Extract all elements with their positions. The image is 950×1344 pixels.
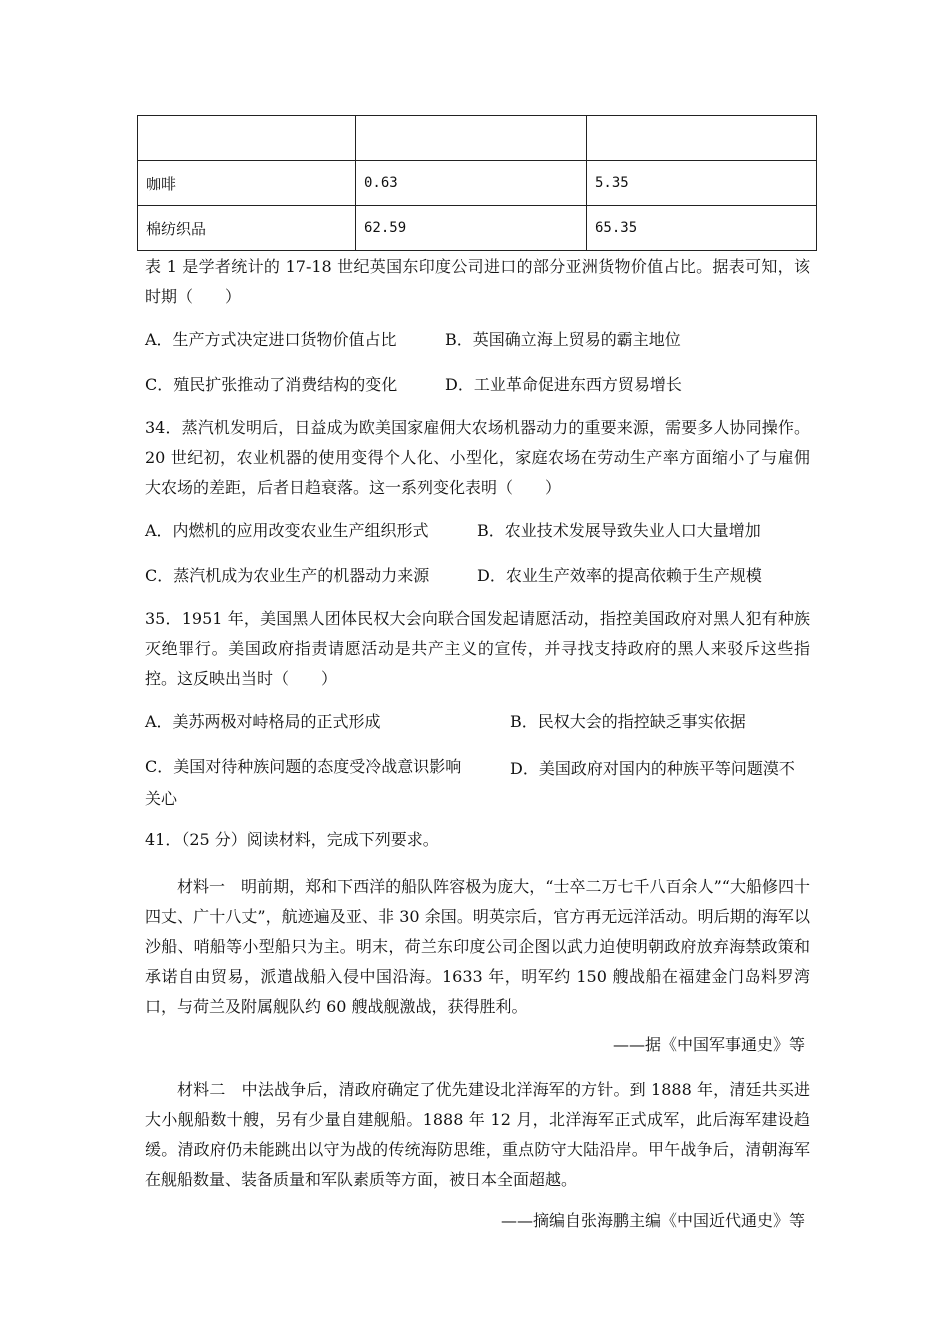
q41-title: 41．（25 分）阅读材料，完成下列要求。 — [145, 830, 439, 849]
q41-source-2: ——摘编自张海鹏主编《中国近代通史》等 — [500, 1211, 805, 1230]
q34-option-d: D．农业生产效率的提高依赖于生产规模 — [477, 566, 762, 585]
import-value-table — [137, 115, 817, 251]
table-row — [138, 161, 817, 206]
table-cell: 0.63 — [356, 161, 587, 206]
q41-material-1: 材料一 明前期，郑和下西洋的船队阵容极为庞大，“士卒二万七千八百余人”“大船修四十四丈、广十八丈”，航迹遍及亚、非 30 余国。明英宗后，官方再无远洋活动。明后期的海军以沙船、哨船等小型船只为主。明末，荷兰东印度公司企图以武力迫使明朝政府放弃海禁政策和承诺自由贸易，派遣战船入侵中国沿海。1633 年，明军约 150 艘战船在福建金门岛料罗湾口，与荷兰及附属舰队约 60 艘战舰激战，获得胜利。 — [145, 877, 810, 1016]
q35-option-c: C．美国对待种族问题的态度受冷战意识影响 — [145, 757, 462, 776]
table-cell: 65.35 — [587, 206, 817, 251]
q41-source-1: ——据《中国军事通史》等 — [612, 1035, 805, 1054]
q34-stem: 34．蒸汽机发明后，日益成为欧美国家雇佣大农场机器动力的重要来源，需要多人协同操作。20 世纪初，农业机器的使用变得个人化、小型化，家庭农场在劳动生产率方面缩小了与雇佣大农场的差距，后者日趋衰落。这一系列变化表明（ ） — [145, 418, 810, 497]
table-row — [138, 116, 817, 161]
q35-option-b: B．民权大会的指控缺乏事实依据 — [510, 712, 746, 731]
table-cell — [356, 116, 587, 161]
q34-option-b: B．农业技术发展导致失业人口大量增加 — [477, 521, 761, 540]
table-cell — [587, 116, 817, 161]
q35-option-a: A．美苏两极对峙格局的正式形成 — [145, 712, 381, 731]
table-row — [138, 206, 817, 251]
q33-stem: 表 1 是学者统计的 17-18 世纪英国东印度公司进口的部分亚洲货物价值占比。据表可知，该时期（ ） — [145, 257, 810, 306]
q33-option-d: D．工业革命促进东西方贸易增长 — [445, 375, 682, 394]
q41-material-2: 材料二 中法战争后，清政府确定了优先建设北洋海军的方针。到 1888 年，清廷共买进大小舰船数十艘，另有少量自建舰船。1888 年 12 月，北洋海军正式成军，此后海军建设趋缓。清政府仍未能跳出以守为战的传统海防思维，重点防守大陆沿岸。甲午战争后，清朝海军在舰船数量、装备质量和军队素质等方面，被日本全面超越。 — [145, 1080, 810, 1189]
table-cell: 62.59 — [356, 206, 587, 251]
table-cell: 咖啡 — [138, 161, 356, 206]
table-cell: 棉纺织品 — [138, 206, 356, 251]
q34-option-a: A．内燃机的应用改变农业生产组织形式 — [145, 521, 429, 540]
q35-option-d-text: D．美国政府对国内的种族平等问题漠不关心 — [145, 759, 795, 808]
q35-stem: 35．1951 年，美国黑人团体民权大会向联合国发起请愿活动，指控美国政府对黑人犯有种族灭绝罪行。美国政府指责请愿活动是共产主义的宣传，并寻找支持政府的黑人来驳斥这些指控。这反映出当时（ ） — [145, 609, 810, 688]
table-cell: 5.35 — [587, 161, 817, 206]
q33-option-a: A．生产方式决定进口货物价值占比 — [145, 330, 397, 349]
table-cell — [138, 116, 356, 161]
q33-option-c: C．殖民扩张推动了消费结构的变化 — [145, 375, 398, 394]
q33-option-b: B．英国确立海上贸易的霸主地位 — [445, 330, 681, 349]
q34-option-c: C．蒸汽机成为农业生产的机器动力来源 — [145, 566, 430, 585]
